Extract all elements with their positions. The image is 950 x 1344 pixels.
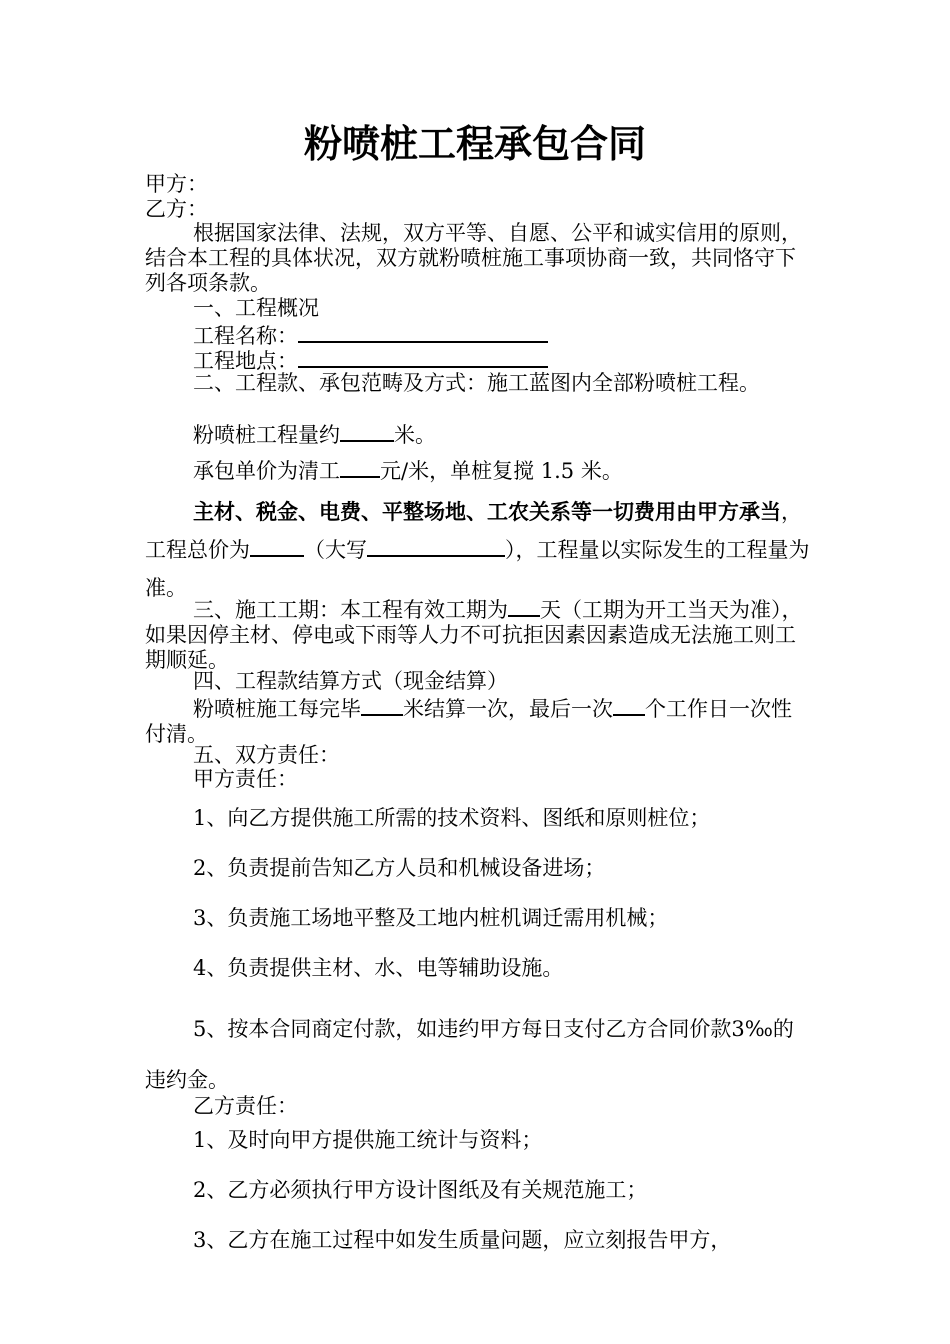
project-location-blank[interactable]	[298, 346, 548, 368]
party-a-duty-1: 1、向乙方提供施工所需的技术资料、图纸和原则桩位；	[193, 806, 711, 830]
quantity-pre: 粉喷桩工程量约	[193, 423, 340, 447]
duration-post: 天（工期为开工当天为准），如果因停主材、停电或下雨等人力不可抗拒因素因素造成无法施工则工期顺延。	[145, 598, 803, 672]
party-a-duty-5: 5、按本合同商定付款，如违约甲方每日支付乙方合同价款3‰的违约金。	[145, 1017, 794, 1092]
project-location-label: 工程地点：	[193, 349, 298, 373]
party-b-duty-2: 2、乙方必须执行甲方设计图纸及有关规范施工；	[193, 1178, 648, 1202]
cost-bold-text: 主材、税金、电费、平整场地、工农关系等一切费用由甲方承当	[193, 499, 781, 524]
quantity-blank[interactable]	[340, 420, 394, 442]
unit-price-post: 元/米，单桩复搅 1.5 米。	[380, 459, 623, 483]
party-b-duties-heading: 乙方责任：	[193, 1094, 298, 1118]
party-a-duty-4: 4、负责提供主材、水、电等辅助设施。	[193, 956, 564, 980]
quantity-post: 米。	[394, 423, 436, 447]
project-location-line	[145, 346, 810, 374]
duration-blank[interactable]	[508, 595, 540, 617]
party-a-duty-2: 2、负责提前告知乙方人员和机械设备进场；	[193, 856, 606, 880]
project-name-label: 工程名称：	[193, 324, 298, 348]
section-3-paragraph	[145, 595, 810, 673]
unit-price-line	[145, 456, 810, 484]
capital-amount-blank[interactable]	[367, 535, 505, 557]
party-a-line: 甲方：	[145, 172, 208, 196]
cost-paragraph-end: ），工程量以实际发生的工程量为准。	[145, 538, 810, 600]
section-1-heading: 一、工程概况	[193, 296, 319, 320]
duration-pre: 三、施工工期：本工程有效工期为	[193, 598, 508, 622]
intro-paragraph: 根据国家法律、法规，双方平等、自愿、公平和诚实信用的原则，结合本工程的具体状况，双方就粉喷桩施工事项协商一致，共同恪守下列各项条款。	[145, 221, 802, 295]
total-price-blank[interactable]	[250, 535, 304, 557]
settlement-post: 个工作日一次性付清。	[145, 697, 792, 746]
settlement-pre: 粉喷桩施工每完毕	[193, 697, 361, 721]
party-a-duty-3: 3、负责施工场地平整及工地内桩机调迁需用机械；	[193, 906, 669, 930]
capital-amount-pre: （大写	[304, 538, 367, 562]
section-5-heading: 五、双方责任：	[193, 743, 340, 767]
party-a-duties-heading: 甲方责任：	[193, 767, 298, 791]
unit-price-blank[interactable]	[340, 456, 380, 478]
settlement-length-blank[interactable]	[361, 694, 403, 716]
party-b-duty-3: 3、乙方在施工过程中如发生质量问题，应立刻报告甲方，	[193, 1228, 732, 1252]
cost-paragraph	[145, 493, 810, 607]
section-2-text: 二、工程款、承包范畴及方式：施工蓝图内全部粉喷桩工程。	[193, 371, 760, 395]
total-price-pre: ，工程总价为	[145, 500, 802, 562]
settlement-days-blank[interactable]	[613, 694, 645, 716]
project-name-line	[145, 321, 810, 349]
settlement-mid: 米结算一次，最后一次	[403, 697, 613, 721]
section-4-heading: 四、工程款结算方式（现金结算）	[193, 669, 508, 693]
party-b-duty-1: 1、及时向甲方提供施工统计与资料；	[193, 1128, 543, 1152]
quantity-line	[145, 420, 810, 448]
party-b-line: 乙方：	[145, 197, 208, 221]
project-name-blank[interactable]	[298, 321, 548, 343]
section-4-paragraph	[145, 694, 810, 747]
document-title: 粉喷桩工程承包合同	[303, 121, 646, 166]
unit-price-pre: 承包单价为清工	[193, 459, 340, 483]
